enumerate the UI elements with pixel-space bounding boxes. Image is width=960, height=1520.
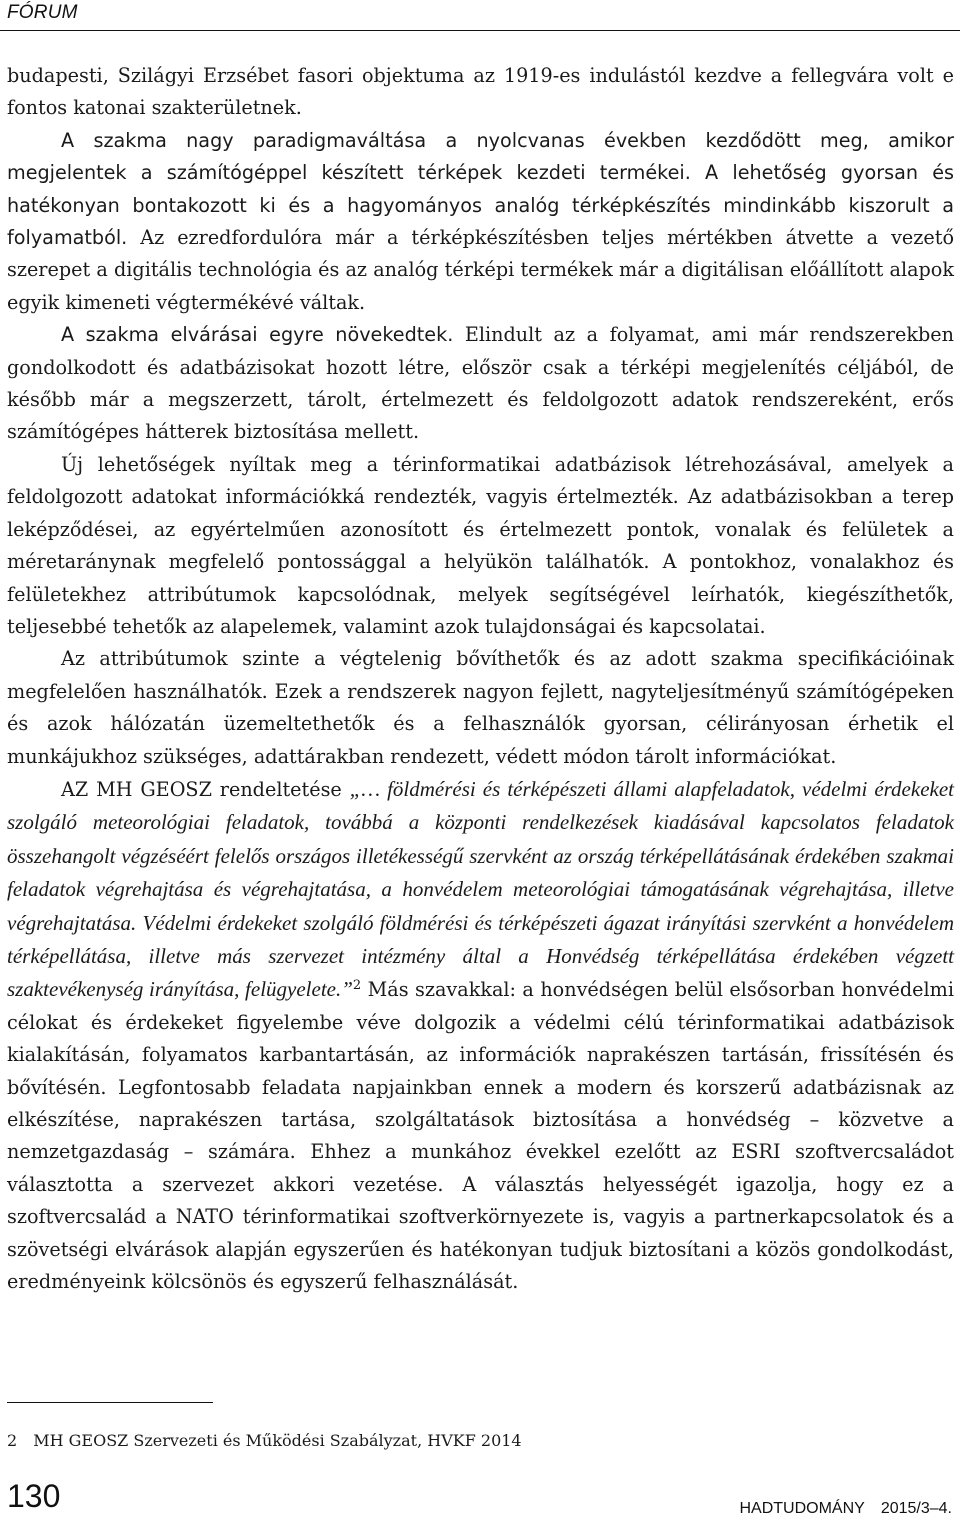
- paragraph-lead: AZ MH GEOSZ rendeltetése: [61, 777, 342, 801]
- paragraph-text: Az ezredfordulóra már a térképkészítésben teljes mértékben átvette a vezető szerepet a digitális technológia és az analóg térképi termékek már a digitálisan előállított alapok egyik kimeneti végtermékévé váltak.: [7, 226, 954, 314]
- paragraph-text: A szakma elvárásai egyre növekedtek.: [61, 323, 454, 347]
- paragraph-text: Új lehetőségek nyíltak meg a térinformatikai adatbázisok létrehozásával, amelyek a feldolgozott adatokat információkká rendezték, vagyis értelmezték. Az adatbázisokban a terep leképződései, az egyértelműen azonosított és értelmezett pontok, vonalak és felületek a méretaránynak megfelelő pontossággal a helyükön találhatók. A pontokhoz, vonalakhoz és felületekhez attribútumok kapcsolódnak, melyek segítségével leírhatók, kiegészíthetők, teljesebbé tehetők az alapelemek, valamint azok tulajdonságai és kapcsolatai.: [7, 452, 954, 638]
- footnote-number: 2: [7, 1431, 18, 1450]
- section-header: [0, 0, 960, 31]
- quotation: „… földmérési és térképészeti állami alapfeladatok, védelmi érdekeket szolgáló meteorológiai feladatok, továbbá a központi rendelkezések kiadásával kapcsolatos feladatok összehangolt végzéséért felelős országos illetékességű szervként az ország térképellátásának érdekében szakmai feladatok végrehajtása és végrehajtatása, a honvédelem meteorológiai támogatásának végrehajtása, illetve végrehajtatása. Védelmi érdekeket szolgáló földmérési és térképészeti ágazat irányítási szervként a honvédelem térképellátása, illetve más szervezet intézmény által a Honvédség térképellátása érdekében végzett szaktevékenység irányítása, felügyelete.”: [7, 776, 954, 1002]
- paragraph: [7, 643, 954, 773]
- footnote-divider: [7, 1402, 213, 1403]
- paragraph-text: budapesti, Szilágyi Erzsébet fasori objektuma az 1919-es indulástól kezdve a fellegvára volt e fontos katonai szakterületnek.: [7, 64, 954, 120]
- section-title: FÓRUM: [7, 2, 78, 23]
- paragraph: [7, 773, 954, 1299]
- paragraph: [7, 125, 954, 319]
- paragraph: [7, 60, 954, 125]
- footnote: [7, 1431, 522, 1450]
- paragraph-text: Más szavakkal: a honvédségen belül elsősorban honvédelmi célokat és érdekeket figyelembe véve dolgozik a védelmi célú térinformatikai adatbázisok kialakításán, folyamatos karbantartásán, az információk naprakészen tartásán, frissítésén és bővítésén. Legfontosabb feladata napjainkban ennek a modern és korszerű adatbázisnak az elkészítése, naprakészen tartása, szolgáltatások biztosítása a honvédség – közvetve a nemzetgazdaság – számára. Ehhez a munkához évekkel ezelőtt az ESRI szoftvercsaládot választotta a szervezet akkori vezetése. A választás helyességét igazolja, hogy ez a szoftvercsalád a NATO térinformatikai szoftverkörnyezete is, vagyis a partnerkapcsolatok és a szövetségi elvárások alapján egyszerűen és hatékonyan tudjuk biztosítani a közös gondolkodást, eredményeink kölcsönös és egyszerű felhasználását.: [7, 978, 954, 1294]
- paragraph-text: Az attribútumok szinte a végtelenig bővíthetők és az adott szakma specifikációinak megfelelően használhatók. Ezek a rendszerek nagyon fejlett, nagyteljesítményű számítógépeken és azok hálózatán üzemeltethetők és a felhasználók gyorsan, célirányosan érhetik el munkájukhoz szükséges, adattárakban rendezett, védett módon tárolt információkat.: [7, 647, 954, 768]
- paragraph-text: Elindult az a folyamat, ami már rendszerekben gondolkodott és adatbázisokat hozott létre, először csak a térképi megjelenítés céljából, de később már a megszerzett, tárolt, értelmezett és feldolgozott adatok rendszereként, erős számítógépes hátterek biztosítása mellett.: [7, 323, 954, 444]
- article-body: [7, 60, 954, 1298]
- footnote-reference[interactable]: 2: [352, 978, 362, 994]
- paragraph-text: A szakma nagy paradigmaváltása a nyolcvanas években kezdődött meg, amikor megjelentek a számítógéppel készített térképek kezdeti termékei. A lehetőség gyorsan és hatékonyan bontakozott ki és a hagyományos analóg térképkészítés mindinkább kiszorult a folyamatból.: [7, 128, 954, 250]
- paragraph: [7, 449, 954, 643]
- paragraph: [7, 319, 954, 449]
- journal-name: HADTUDOMÁNY: [739, 1500, 865, 1517]
- footnote-text: MH GEOSZ Szervezeti és Működési Szabályzat, HVKF 2014: [33, 1431, 522, 1450]
- journal-issue: 2015/3–4.: [880, 1500, 952, 1517]
- page-number: 130: [7, 1478, 61, 1514]
- journal-info: [739, 1500, 952, 1518]
